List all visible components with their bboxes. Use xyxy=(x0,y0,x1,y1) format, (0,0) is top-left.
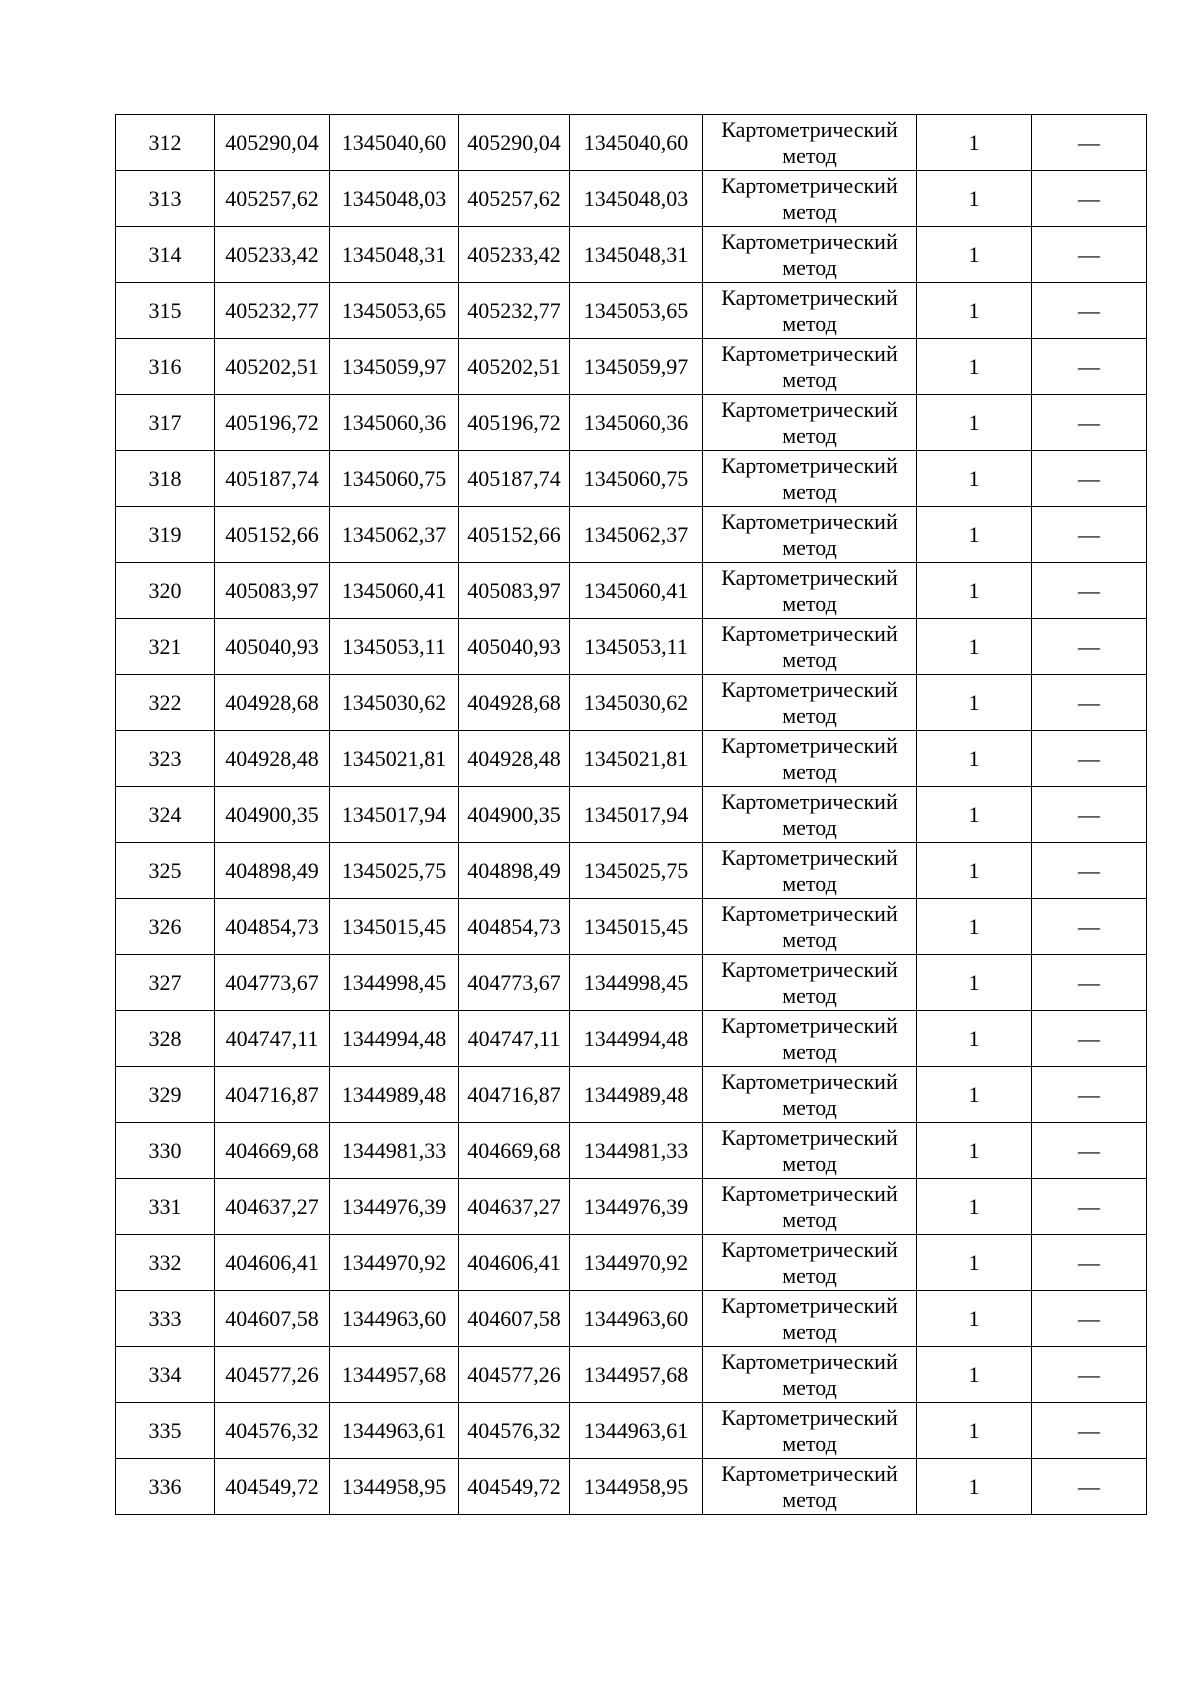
method-line-1: Картометрический xyxy=(721,1012,898,1038)
existing-x-cell: 405290,04 xyxy=(215,115,330,171)
updated-y-cell: 1345030,62 xyxy=(570,675,703,731)
updated-y-cell: 1344976,39 xyxy=(570,1179,703,1235)
updated-x-cell: 405232,77 xyxy=(459,283,570,339)
accuracy-cell: 1 xyxy=(917,1403,1032,1459)
point-number-cell: 332 xyxy=(116,1235,215,1291)
point-number-cell: 334 xyxy=(116,1347,215,1403)
method-line-1: Картометрический xyxy=(721,1068,898,1094)
accuracy-cell: 1 xyxy=(917,283,1032,339)
updated-x-cell: 405202,51 xyxy=(459,339,570,395)
existing-y-cell: 1344963,60 xyxy=(330,1291,459,1347)
coordinates-table xyxy=(115,114,1147,1515)
existing-y-cell: 1345017,94 xyxy=(330,787,459,843)
existing-x-cell: 405232,77 xyxy=(215,283,330,339)
updated-y-cell: 1344989,48 xyxy=(570,1067,703,1123)
updated-x-cell: 405152,66 xyxy=(459,507,570,563)
existing-x-cell: 405257,62 xyxy=(215,171,330,227)
method-line-2: метод xyxy=(782,590,837,616)
method-line-2: метод xyxy=(782,478,837,504)
updated-x-cell: 404747,11 xyxy=(459,1011,570,1067)
existing-y-cell: 1345053,11 xyxy=(330,619,459,675)
existing-y-cell: 1344981,33 xyxy=(330,1123,459,1179)
updated-y-cell: 1345060,75 xyxy=(570,451,703,507)
updated-y-cell: 1344994,48 xyxy=(570,1011,703,1067)
existing-x-cell: 404606,41 xyxy=(215,1235,330,1291)
method-line-1: Картометрический xyxy=(721,564,898,590)
point-number-cell: 329 xyxy=(116,1067,215,1123)
note-cell: — xyxy=(1032,843,1147,899)
updated-y-cell: 1344998,45 xyxy=(570,955,703,1011)
existing-y-cell: 1345060,75 xyxy=(330,451,459,507)
method-cell xyxy=(703,395,917,451)
note-cell: — xyxy=(1032,731,1147,787)
method-line-1: Картометрический xyxy=(721,956,898,982)
updated-x-cell: 404900,35 xyxy=(459,787,570,843)
point-number-cell: 323 xyxy=(116,731,215,787)
existing-y-cell: 1345021,81 xyxy=(330,731,459,787)
note-cell: — xyxy=(1032,1011,1147,1067)
table-row xyxy=(116,1347,1147,1403)
method-line-1: Картометрический xyxy=(721,116,898,142)
method-cell xyxy=(703,171,917,227)
note-cell: — xyxy=(1032,1067,1147,1123)
updated-y-cell: 1344958,95 xyxy=(570,1459,703,1515)
existing-y-cell: 1345040,60 xyxy=(330,115,459,171)
method-line-1: Картометрический xyxy=(721,900,898,926)
existing-y-cell: 1345030,62 xyxy=(330,675,459,731)
table-row xyxy=(116,507,1147,563)
table-row xyxy=(116,283,1147,339)
existing-y-cell: 1345062,37 xyxy=(330,507,459,563)
existing-y-cell: 1344989,48 xyxy=(330,1067,459,1123)
note-cell: — xyxy=(1032,787,1147,843)
updated-y-cell: 1345059,97 xyxy=(570,339,703,395)
accuracy-cell: 1 xyxy=(917,675,1032,731)
method-line-1: Картометрический xyxy=(721,508,898,534)
method-cell xyxy=(703,1403,917,1459)
table-row xyxy=(116,1291,1147,1347)
point-number-cell: 333 xyxy=(116,1291,215,1347)
updated-x-cell: 404898,49 xyxy=(459,843,570,899)
method-cell xyxy=(703,563,917,619)
existing-x-cell: 405196,72 xyxy=(215,395,330,451)
table-row xyxy=(116,899,1147,955)
table-row xyxy=(116,955,1147,1011)
method-cell xyxy=(703,1179,917,1235)
method-line-2: метод xyxy=(782,1206,837,1232)
point-number-cell: 313 xyxy=(116,171,215,227)
updated-x-cell: 405196,72 xyxy=(459,395,570,451)
method-cell xyxy=(703,283,917,339)
method-line-2: метод xyxy=(782,870,837,896)
accuracy-cell: 1 xyxy=(917,955,1032,1011)
accuracy-cell: 1 xyxy=(917,115,1032,171)
updated-y-cell: 1345040,60 xyxy=(570,115,703,171)
note-cell: — xyxy=(1032,899,1147,955)
method-line-2: метод xyxy=(782,1038,837,1064)
note-cell: — xyxy=(1032,1123,1147,1179)
existing-y-cell: 1345060,36 xyxy=(330,395,459,451)
updated-y-cell: 1345062,37 xyxy=(570,507,703,563)
table-row xyxy=(116,115,1147,171)
updated-y-cell: 1345048,03 xyxy=(570,171,703,227)
table-row xyxy=(116,1011,1147,1067)
existing-x-cell: 404577,26 xyxy=(215,1347,330,1403)
existing-x-cell: 404576,32 xyxy=(215,1403,330,1459)
note-cell: — xyxy=(1032,507,1147,563)
updated-y-cell: 1344970,92 xyxy=(570,1235,703,1291)
method-line-2: метод xyxy=(782,982,837,1008)
existing-y-cell: 1344957,68 xyxy=(330,1347,459,1403)
accuracy-cell: 1 xyxy=(917,1235,1032,1291)
accuracy-cell: 1 xyxy=(917,1123,1032,1179)
method-line-2: метод xyxy=(782,142,837,168)
method-line-2: метод xyxy=(782,254,837,280)
accuracy-cell: 1 xyxy=(917,1067,1032,1123)
method-cell xyxy=(703,1235,917,1291)
updated-x-cell: 405233,42 xyxy=(459,227,570,283)
accuracy-cell: 1 xyxy=(917,1291,1032,1347)
accuracy-cell: 1 xyxy=(917,1011,1032,1067)
updated-y-cell: 1344963,60 xyxy=(570,1291,703,1347)
method-cell xyxy=(703,731,917,787)
method-line-1: Картометрический xyxy=(721,1236,898,1262)
method-cell xyxy=(703,1291,917,1347)
existing-x-cell: 405187,74 xyxy=(215,451,330,507)
point-number-cell: 328 xyxy=(116,1011,215,1067)
updated-y-cell: 1344957,68 xyxy=(570,1347,703,1403)
note-cell: — xyxy=(1032,1235,1147,1291)
updated-x-cell: 404854,73 xyxy=(459,899,570,955)
note-cell: — xyxy=(1032,1347,1147,1403)
method-line-2: метод xyxy=(782,1486,837,1512)
existing-x-cell: 404637,27 xyxy=(215,1179,330,1235)
point-number-cell: 322 xyxy=(116,675,215,731)
accuracy-cell: 1 xyxy=(917,1179,1032,1235)
accuracy-cell: 1 xyxy=(917,171,1032,227)
existing-y-cell: 1345015,45 xyxy=(330,899,459,955)
updated-x-cell: 405040,93 xyxy=(459,619,570,675)
table-row xyxy=(116,1235,1147,1291)
table-row xyxy=(116,1403,1147,1459)
method-cell xyxy=(703,1347,917,1403)
method-cell xyxy=(703,451,917,507)
method-line-2: метод xyxy=(782,926,837,952)
accuracy-cell: 1 xyxy=(917,843,1032,899)
updated-x-cell: 405083,97 xyxy=(459,563,570,619)
method-line-2: метод xyxy=(782,310,837,336)
updated-y-cell: 1345017,94 xyxy=(570,787,703,843)
method-line-1: Картометрический xyxy=(721,396,898,422)
existing-y-cell: 1344994,48 xyxy=(330,1011,459,1067)
point-number-cell: 317 xyxy=(116,395,215,451)
point-number-cell: 325 xyxy=(116,843,215,899)
existing-x-cell: 405202,51 xyxy=(215,339,330,395)
point-number-cell: 315 xyxy=(116,283,215,339)
method-line-2: метод xyxy=(782,1262,837,1288)
table-row xyxy=(116,171,1147,227)
table-row xyxy=(116,1123,1147,1179)
point-number-cell: 324 xyxy=(116,787,215,843)
accuracy-cell: 1 xyxy=(917,1459,1032,1515)
existing-y-cell: 1344976,39 xyxy=(330,1179,459,1235)
method-line-2: метод xyxy=(782,422,837,448)
method-cell xyxy=(703,675,917,731)
method-line-2: метод xyxy=(782,646,837,672)
updated-x-cell: 404716,87 xyxy=(459,1067,570,1123)
method-line-1: Картометрический xyxy=(721,620,898,646)
existing-y-cell: 1344998,45 xyxy=(330,955,459,1011)
method-line-2: метод xyxy=(782,1430,837,1456)
method-cell xyxy=(703,899,917,955)
point-number-cell: 326 xyxy=(116,899,215,955)
method-line-1: Картометрический xyxy=(721,1460,898,1486)
point-number-cell: 331 xyxy=(116,1179,215,1235)
method-line-1: Картометрический xyxy=(721,1292,898,1318)
method-line-1: Картометрический xyxy=(721,284,898,310)
existing-x-cell: 404900,35 xyxy=(215,787,330,843)
table-row xyxy=(116,787,1147,843)
updated-y-cell: 1345021,81 xyxy=(570,731,703,787)
accuracy-cell: 1 xyxy=(917,339,1032,395)
table-row xyxy=(116,395,1147,451)
existing-y-cell: 1345059,97 xyxy=(330,339,459,395)
updated-y-cell: 1345053,11 xyxy=(570,619,703,675)
method-line-1: Картометрический xyxy=(721,1404,898,1430)
updated-x-cell: 404669,68 xyxy=(459,1123,570,1179)
existing-x-cell: 404607,58 xyxy=(215,1291,330,1347)
table-row xyxy=(116,1179,1147,1235)
updated-x-cell: 404577,26 xyxy=(459,1347,570,1403)
method-line-2: метод xyxy=(782,758,837,784)
method-line-1: Картометрический xyxy=(721,1124,898,1150)
point-number-cell: 312 xyxy=(116,115,215,171)
method-line-2: метод xyxy=(782,1094,837,1120)
accuracy-cell: 1 xyxy=(917,1347,1032,1403)
updated-x-cell: 405290,04 xyxy=(459,115,570,171)
point-number-cell: 321 xyxy=(116,619,215,675)
table-row xyxy=(116,451,1147,507)
updated-y-cell: 1345025,75 xyxy=(570,843,703,899)
updated-y-cell: 1344963,61 xyxy=(570,1403,703,1459)
note-cell: — xyxy=(1032,283,1147,339)
method-line-1: Картометрический xyxy=(721,340,898,366)
note-cell: — xyxy=(1032,339,1147,395)
existing-x-cell: 404898,49 xyxy=(215,843,330,899)
existing-x-cell: 405040,93 xyxy=(215,619,330,675)
method-line-1: Картометрический xyxy=(721,732,898,758)
method-cell xyxy=(703,115,917,171)
method-line-1: Картометрический xyxy=(721,788,898,814)
point-number-cell: 320 xyxy=(116,563,215,619)
method-line-2: метод xyxy=(782,366,837,392)
accuracy-cell: 1 xyxy=(917,731,1032,787)
table-row xyxy=(116,731,1147,787)
updated-x-cell: 405187,74 xyxy=(459,451,570,507)
method-line-2: метод xyxy=(782,198,837,224)
note-cell: — xyxy=(1032,955,1147,1011)
method-cell xyxy=(703,843,917,899)
existing-y-cell: 1345025,75 xyxy=(330,843,459,899)
accuracy-cell: 1 xyxy=(917,787,1032,843)
existing-y-cell: 1345048,03 xyxy=(330,171,459,227)
updated-y-cell: 1345060,41 xyxy=(570,563,703,619)
existing-y-cell: 1345053,65 xyxy=(330,283,459,339)
existing-x-cell: 404773,67 xyxy=(215,955,330,1011)
updated-x-cell: 404606,41 xyxy=(459,1235,570,1291)
existing-x-cell: 404747,11 xyxy=(215,1011,330,1067)
existing-x-cell: 404716,87 xyxy=(215,1067,330,1123)
note-cell: — xyxy=(1032,1459,1147,1515)
table-row xyxy=(116,339,1147,395)
note-cell: — xyxy=(1032,1291,1147,1347)
note-cell: — xyxy=(1032,1179,1147,1235)
updated-x-cell: 404549,72 xyxy=(459,1459,570,1515)
updated-y-cell: 1345048,31 xyxy=(570,227,703,283)
method-cell xyxy=(703,787,917,843)
updated-x-cell: 404928,48 xyxy=(459,731,570,787)
existing-x-cell: 404669,68 xyxy=(215,1123,330,1179)
existing-x-cell: 404854,73 xyxy=(215,899,330,955)
table-row xyxy=(116,1459,1147,1515)
accuracy-cell: 1 xyxy=(917,395,1032,451)
method-cell xyxy=(703,619,917,675)
method-line-2: метод xyxy=(782,1374,837,1400)
updated-y-cell: 1345053,65 xyxy=(570,283,703,339)
existing-y-cell: 1344958,95 xyxy=(330,1459,459,1515)
accuracy-cell: 1 xyxy=(917,619,1032,675)
point-number-cell: 319 xyxy=(116,507,215,563)
note-cell: — xyxy=(1032,675,1147,731)
table-row xyxy=(116,675,1147,731)
method-cell xyxy=(703,1067,917,1123)
note-cell: — xyxy=(1032,563,1147,619)
existing-x-cell: 404928,48 xyxy=(215,731,330,787)
note-cell: — xyxy=(1032,115,1147,171)
table-row xyxy=(116,619,1147,675)
method-cell xyxy=(703,955,917,1011)
note-cell: — xyxy=(1032,395,1147,451)
method-line-1: Картометрический xyxy=(721,844,898,870)
method-line-2: метод xyxy=(782,814,837,840)
updated-y-cell: 1345015,45 xyxy=(570,899,703,955)
method-cell xyxy=(703,339,917,395)
method-cell xyxy=(703,1459,917,1515)
existing-y-cell: 1345060,41 xyxy=(330,563,459,619)
point-number-cell: 330 xyxy=(116,1123,215,1179)
point-number-cell: 336 xyxy=(116,1459,215,1515)
existing-y-cell: 1345048,31 xyxy=(330,227,459,283)
point-number-cell: 335 xyxy=(116,1403,215,1459)
coordinates-table-body xyxy=(116,115,1147,1515)
point-number-cell: 327 xyxy=(116,955,215,1011)
note-cell: — xyxy=(1032,171,1147,227)
point-number-cell: 318 xyxy=(116,451,215,507)
existing-x-cell: 405233,42 xyxy=(215,227,330,283)
existing-x-cell: 405152,66 xyxy=(215,507,330,563)
accuracy-cell: 1 xyxy=(917,227,1032,283)
method-line-1: Картометрический xyxy=(721,1348,898,1374)
existing-y-cell: 1344963,61 xyxy=(330,1403,459,1459)
table-row xyxy=(116,1067,1147,1123)
existing-x-cell: 404928,68 xyxy=(215,675,330,731)
existing-y-cell: 1344970,92 xyxy=(330,1235,459,1291)
updated-x-cell: 404637,27 xyxy=(459,1179,570,1235)
method-line-1: Картометрический xyxy=(721,676,898,702)
updated-y-cell: 1344981,33 xyxy=(570,1123,703,1179)
point-number-cell: 316 xyxy=(116,339,215,395)
method-line-2: метод xyxy=(782,702,837,728)
accuracy-cell: 1 xyxy=(917,451,1032,507)
method-line-1: Картометрический xyxy=(721,172,898,198)
note-cell: — xyxy=(1032,227,1147,283)
accuracy-cell: 1 xyxy=(917,507,1032,563)
method-line-2: метод xyxy=(782,1150,837,1176)
method-line-1: Картометрический xyxy=(721,1180,898,1206)
method-cell xyxy=(703,1011,917,1067)
table-row xyxy=(116,227,1147,283)
existing-x-cell: 405083,97 xyxy=(215,563,330,619)
table-row xyxy=(116,563,1147,619)
updated-x-cell: 404576,32 xyxy=(459,1403,570,1459)
method-line-1: Картометрический xyxy=(721,228,898,254)
method-cell xyxy=(703,1123,917,1179)
accuracy-cell: 1 xyxy=(917,899,1032,955)
method-line-1: Картометрический xyxy=(721,452,898,478)
method-line-2: метод xyxy=(782,1318,837,1344)
note-cell: — xyxy=(1032,1403,1147,1459)
updated-x-cell: 404607,58 xyxy=(459,1291,570,1347)
updated-x-cell: 404773,67 xyxy=(459,955,570,1011)
method-cell xyxy=(703,507,917,563)
note-cell: — xyxy=(1032,619,1147,675)
updated-x-cell: 405257,62 xyxy=(459,171,570,227)
existing-x-cell: 404549,72 xyxy=(215,1459,330,1515)
updated-x-cell: 404928,68 xyxy=(459,675,570,731)
table-row xyxy=(116,843,1147,899)
method-line-2: метод xyxy=(782,534,837,560)
updated-y-cell: 1345060,36 xyxy=(570,395,703,451)
point-number-cell: 314 xyxy=(116,227,215,283)
method-cell xyxy=(703,227,917,283)
accuracy-cell: 1 xyxy=(917,563,1032,619)
note-cell: — xyxy=(1032,451,1147,507)
